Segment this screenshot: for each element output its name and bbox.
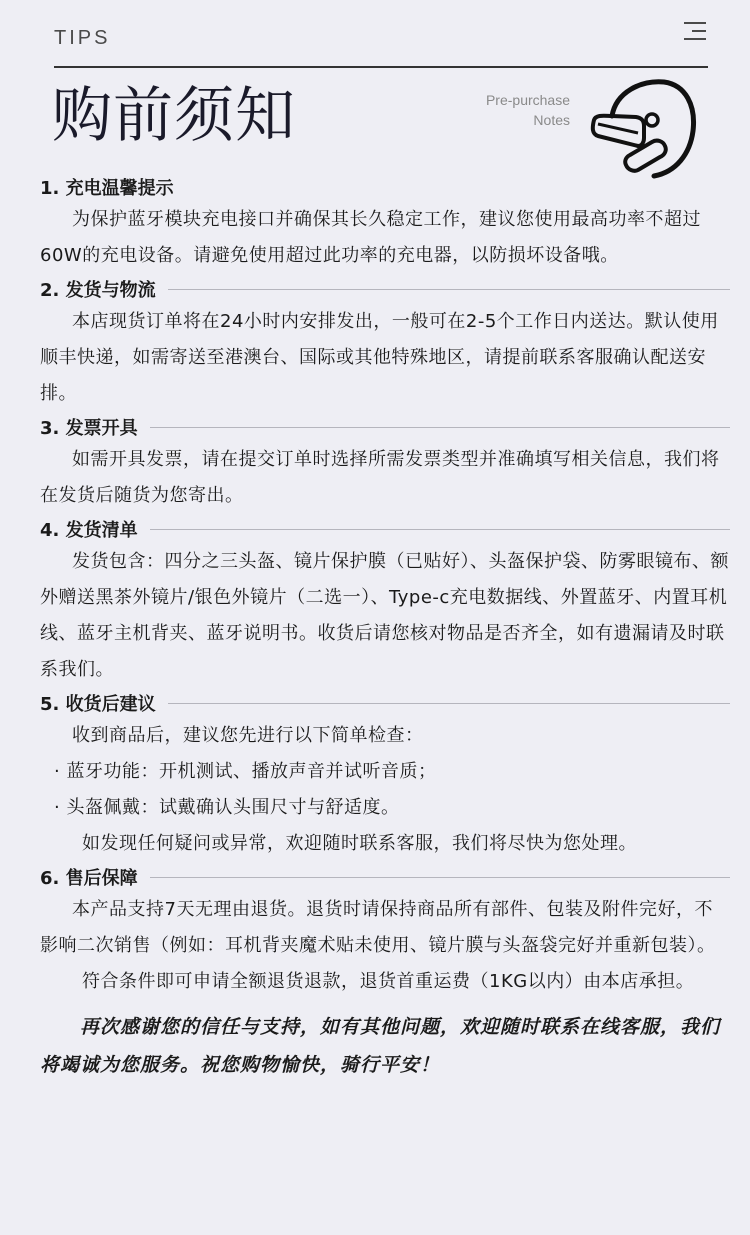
section-title-invoice [40,412,730,442]
section-paragraph: 本产品支持7天无理由退货。退货时请保持商品所有部件、包装及附件完好，不影响二次销售（例如：耳机背夹魔术贴未使用、镜片膜与头盔袋完好并重新包装）。 [40,899,716,956]
section-title-after-receipt [40,688,730,718]
section-divider [168,289,730,290]
menu-icon[interactable] [684,22,706,40]
closing-message: 再次感谢您的信任与支持，如有其他问题，欢迎随时联系在线客服，我们将竭诚为您服务。祝您购物愉快，骑行平安！ [40,1016,721,1076]
section-divider [150,529,730,530]
section-paragraph: 如需开具发票，请在提交订单时选择所需发票类型并准确填写相关信息，我们将在发货后随货为您寄出。 [40,449,720,506]
section-divider [150,877,730,878]
checklist-item: · 头盔佩戴：试戴确认头围尺寸与舒适度。 [54,797,400,818]
section-paragraph: 为保护蓝牙模块充电接口并确保其长久稳定工作，建议您使用最高功率不超过60W的充电设备。请避免使用超过此功率的充电器，以防损坏设备哦。 [40,209,701,266]
notes-content [40,172,730,1084]
section-title-text: 5. 收货后建议 [40,694,156,715]
page-subtitle [486,90,570,130]
section-title-after-sales [40,862,730,892]
section-title-packing-list [40,514,730,544]
section-paragraph: 发货包含：四分之三头盔、镜片保护膜（已贴好）、头盔保护袋、防雾眼镜布、额外赠送黑茶外镜片/银色外镜片（二选一）、Type-c充电数据线、外置蓝牙、内置耳机线、蓝牙主机背夹、蓝牙说明书。收货后请您核对物品是否齐全，如有遗漏请及时联系我们。 [40,551,729,680]
page-title: 购前须知 [52,81,296,151]
section-divider [168,703,730,704]
section-divider [150,427,730,428]
section-paragraph: 收到商品后，建议您先进行以下简单检查： [72,725,424,746]
section-title-shipping [40,274,730,304]
section-title-text: 3. 发票开具 [40,418,138,439]
helmet-icon [586,76,698,182]
subtitle-line-2: Notes [533,112,570,128]
tips-label: TIPS [54,27,111,49]
section-title-text: 2. 发货与物流 [40,280,156,301]
section-title-text: 1. 充电温馨提示 [40,178,174,199]
section-title-text: 6. 售后保障 [40,868,138,889]
section-paragraph: 符合条件即可申请全额退货退款，退货首重运费（1KG以内）由本店承担。 [82,971,695,992]
subtitle-line-1: Pre-purchase [485,92,570,108]
section-title-text: 4. 发货清单 [40,520,138,541]
section-paragraph: 本店现货订单将在24小时内安排发出，一般可在2-5个工作日内送达。默认使用顺丰快递，如需寄送至港澳台、国际或其他特殊地区，请提前联系客服确认配送安排。 [40,311,719,404]
section-paragraph: 如发现任何疑问或异常，欢迎随时联系客服，我们将尽快为您处理。 [82,833,637,854]
checklist-item: · 蓝牙功能：开机测试、播放声音并试听音质； [54,761,437,782]
header-divider [54,66,708,68]
section-title-charging [40,172,730,202]
